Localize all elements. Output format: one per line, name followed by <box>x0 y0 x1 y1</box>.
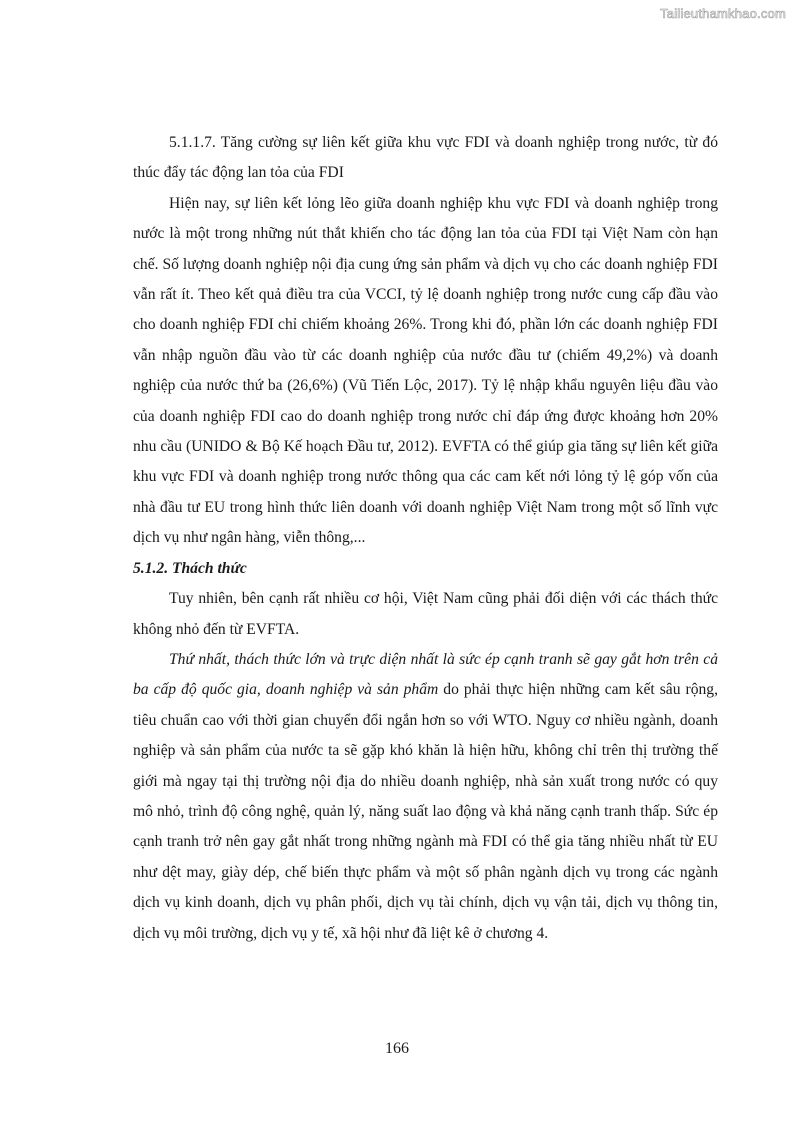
first-challenge-emphasis: Thứ nhất, thách thức lớn và trực diện nhất là sức ép cạnh tranh sẽ gay gắt hơn trên cả ba cấp độ quốc gia, doanh nghiệp và sản phẩm <box>133 650 718 699</box>
section-heading-challenges: 5.1.2. Thách thức <box>133 559 247 577</box>
first-challenge-text: do phải thực hiện những cam kết sâu rộng, tiêu chuẩn cao với thời gian chuyển đổi ngắn hơn so với WTO. Nguy cơ nhiều ngành, doanh nghiệp và sản phẩm của nước ta sẽ gặp khó khăn là hiện hữu, không chỉ trên thị trường thế giới mà ngay tại thị trường nội địa do nhiều doanh nghiệp, nhà sản xuất trong nước có quy mô nhỏ, trình độ công nghệ, quản lý, năng suất lao động và khả năng cạnh tranh thấp. Sức ép cạnh tranh trở nên gay gắt nhất trong những ngành mà FDI có thể gia tăng nhiều nhất từ EU như dệt may, giày dép, chế biến thực phẩm và một số phân ngành dịch vụ trong các ngành dịch vụ kinh doanh, dịch vụ phân phối, dịch vụ tài chính, dịch vụ vận tải, dịch vụ thông tin, dịch vụ môi trường, dịch vụ y tế, xã hội như đã liệt kê ở chương 4. <box>133 681 718 942</box>
paragraph-challenges-intro: Tuy nhiên, bên cạnh rất nhiều cơ hội, Việt Nam cũng phải đối diện với các thách thức không nhỏ đến từ EVFTA. <box>133 590 718 638</box>
paragraph-fdi-linkage: Hiện nay, sự liên kết lỏng lẽo giữa doanh nghiệp khu vực FDI và doanh nghiệp trong nước là một trong những nút thắt khiến cho tác động lan tỏa của FDI tại Việt Nam còn hạn chế. Số lượng doanh nghiệp nội địa cung ứng sản phẩm và dịch vụ cho các doanh nghiệp FDI vẫn rất ít. Theo kết quả điều tra của VCCI, tỷ lệ doanh nghiệp trong nước cung cấp đầu vào cho doanh nghiệp FDI chỉ chiếm khoảng 26%. Trong khi đó, phần lớn các doanh nghiệp FDI vẫn nhập nguồn đầu vào từ các doanh nghiệp của nước đầu tư (chiếm 49,2%) và doanh nghiệp của nước thứ ba (26,6%) (Vũ Tiến Lộc, 2017). Tỷ lệ nhập khẩu nguyên liệu đầu vào của doanh nghiệp FDI cao do doanh nghiệp trong nước chỉ đáp ứng được khoảng hơn 20% nhu cầu (UNIDO & Bộ Kế hoạch Đầu tư, 2012). EVFTA có thể giúp gia tăng sự liên kết giữa khu vực FDI và doanh nghiệp trong nước thông qua các cam kết nới lỏng tỷ lệ góp vốn của nhà đầu tư EU trong hình thức liên doanh với doanh nghiệp Việt Nam trong một số lĩnh vực dịch vụ như ngân hàng, viễn thông,... <box>133 194 718 547</box>
watermark: Tailieuthamkhao.com <box>660 6 786 21</box>
section-heading-5-1-1-7: 5.1.1.7. Tăng cường sự liên kết giữa khu vực FDI và doanh nghiệp trong nước, từ đó thúc đẩy tác động lan tỏa của FDI <box>133 134 718 182</box>
page-number: 166 <box>385 1040 409 1057</box>
page-body <box>133 128 718 949</box>
paragraph-first-challenge <box>133 645 718 949</box>
